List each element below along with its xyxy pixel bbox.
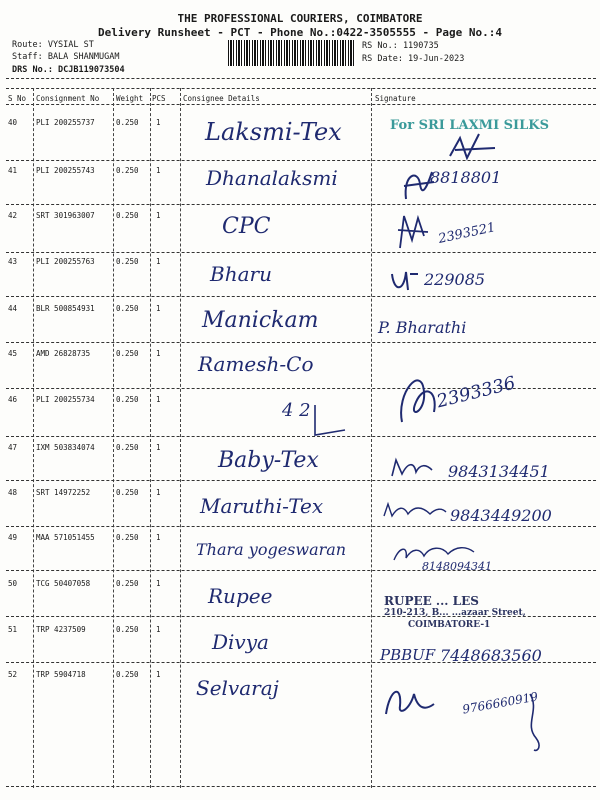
row-sno: 46 [8,395,18,404]
signature-scribble [380,680,440,720]
row-pcs: 1 [156,211,161,220]
row-weight: 0.250 [116,625,139,634]
consignee-handwriting: Divya [212,630,269,654]
signature-number: 2393521 [437,220,497,247]
table-header-rule [6,104,596,105]
signature-number: 2393336 [434,372,518,413]
column-header-sno: S No [8,94,27,103]
signature-number: 9766660919 [461,689,539,717]
row-weight: 0.250 [116,579,139,588]
barcode [228,40,356,66]
row-sno: 43 [8,257,18,266]
signature-number: 9843134451 [448,462,550,481]
column-divider [33,88,34,788]
row-pcs: 1 [156,443,161,452]
table-top-rule [6,88,596,89]
row-sno: 44 [8,304,18,313]
row-pcs: 1 [156,349,161,358]
column-header-consignee: Consignee Details [183,94,260,103]
row-weight: 0.250 [116,533,139,542]
row-sno: 52 [8,670,18,679]
stamp-rupee-address: 210-213, B... ...azaar Street, [384,608,526,618]
column-header-pcs: PCS [152,94,166,103]
row-weight: 0.250 [116,304,139,313]
consignee-handwriting: Bharu [210,262,272,286]
row-divider [6,342,596,343]
table-bottom-rule [6,786,596,787]
row-weight: 0.250 [116,349,139,358]
row-consignment: SRT 301963007 [36,211,95,220]
row-pcs: 1 [156,304,161,313]
signature-number: 9843449200 [450,506,552,525]
row-consignment: TRP 5904718 [36,670,86,679]
signature-scribble [394,210,434,252]
rs-number: RS No.: 1190735 [362,41,439,51]
company-title: THE PROFESSIONAL COURIERS, COIMBATORE [177,12,423,25]
row-sno: 41 [8,166,18,175]
consignee-handwriting: Maruthi-Tex [200,494,324,518]
row-sno: 40 [8,118,18,127]
row-divider [6,204,596,205]
row-divider [6,252,596,253]
row-pcs: 1 [156,118,161,127]
signature-scribble [380,500,450,520]
row-divider [6,160,596,161]
row-divider [6,526,596,527]
consignee-handwriting: Thara yogeswaran [196,540,347,559]
route-label: Route: VYSIAL ST [12,40,94,50]
row-consignment: PLI 200255763 [36,257,95,266]
row-pcs: 1 [156,257,161,266]
row-consignment: SRT 14972252 [36,488,91,497]
row-consignment: PLI 200255743 [36,166,95,175]
row-pcs: 1 [156,488,161,497]
row-consignment: IXM 503834074 [36,443,95,452]
runsheet-subtitle: Delivery Runsheet - PCT - Phone No.:0422-3505555 - Page No.:4 [98,26,502,39]
signature-number: 229085 [424,270,486,289]
row-pcs: 1 [156,625,161,634]
column-divider [113,88,114,788]
stamp-rupee: RUPEE ... LES [384,594,479,608]
row-pcs: 1 [156,395,161,404]
consignee-handwriting: Manickam [202,308,319,333]
column-divider [150,88,151,788]
row-weight: 0.250 [116,443,139,452]
column-divider [180,88,181,788]
row-sno: 42 [8,211,18,220]
stamp-sri-laxmi-silks: For SRI LAXMI SILKS [390,118,549,133]
row-weight: 0.250 [116,166,139,175]
staff-label: Staff: BALA SHANMUGAM [12,52,120,62]
row-sno: 51 [8,625,18,634]
signature-scribble [520,690,550,754]
row-consignment: BLR 500854931 [36,304,95,313]
column-header-weight: Weight [116,94,144,103]
consignee-handwriting: Laksmi-Tex [205,118,342,146]
row-pcs: 1 [156,579,161,588]
consignee-handwriting: CPC [222,214,271,239]
row-sno: 48 [8,488,18,497]
column-divider [371,88,372,788]
bracket-mark [300,400,360,440]
signature-number: 8148094341 [422,560,492,573]
signature-scribble [445,128,505,162]
row-sno: 49 [8,533,18,542]
row-pcs: 1 [156,670,161,679]
row-consignment: AMD 26828735 [36,349,91,358]
rs-date: RS Date: 19-Jun-2023 [362,54,465,64]
signature-scribble [388,266,422,296]
signature-scribble [388,456,442,480]
consignee-handwriting: 4 2 [282,400,311,421]
row-consignment: PLI 200255734 [36,395,95,404]
row-pcs: 1 [156,166,161,175]
header-divider [6,78,596,79]
column-header-consignment: Consignment No [36,94,100,103]
row-consignment: TRP 4237509 [36,625,86,634]
stamp-rupee-city: COIMBATORE-1 [408,620,491,630]
row-weight: 0.250 [116,670,139,679]
signature-name: P. Bharathi [378,318,467,337]
row-divider [6,570,596,571]
row-weight: 0.250 [116,118,139,127]
row-pcs: 1 [156,533,161,542]
signature-number: 8818801 [430,168,502,187]
consignee-handwriting: Baby-Tex [218,448,319,473]
consignee-handwriting: Ramesh-Co [198,352,314,376]
drs-number: DRS No.: DCJB119073504 [12,65,125,75]
signature-name: PBBUF [380,646,436,664]
column-header-signature: Signature [375,94,416,103]
consignee-handwriting: Selvaraj [196,676,279,700]
row-weight: 0.250 [116,211,139,220]
row-divider [6,296,596,297]
signature-number: 7448683560 [440,646,542,665]
row-weight: 0.250 [116,395,139,404]
row-weight: 0.250 [116,257,139,266]
consignee-handwriting: Rupee [208,584,273,608]
row-consignment: MAA 571051455 [36,533,95,542]
consignee-handwriting: Dhanalaksmi [206,166,338,190]
row-weight: 0.250 [116,488,139,497]
row-sno: 50 [8,579,18,588]
row-consignment: PLI 200255737 [36,118,95,127]
row-sno: 45 [8,349,18,358]
row-consignment: TCG 50407058 [36,579,91,588]
row-sno: 47 [8,443,18,452]
